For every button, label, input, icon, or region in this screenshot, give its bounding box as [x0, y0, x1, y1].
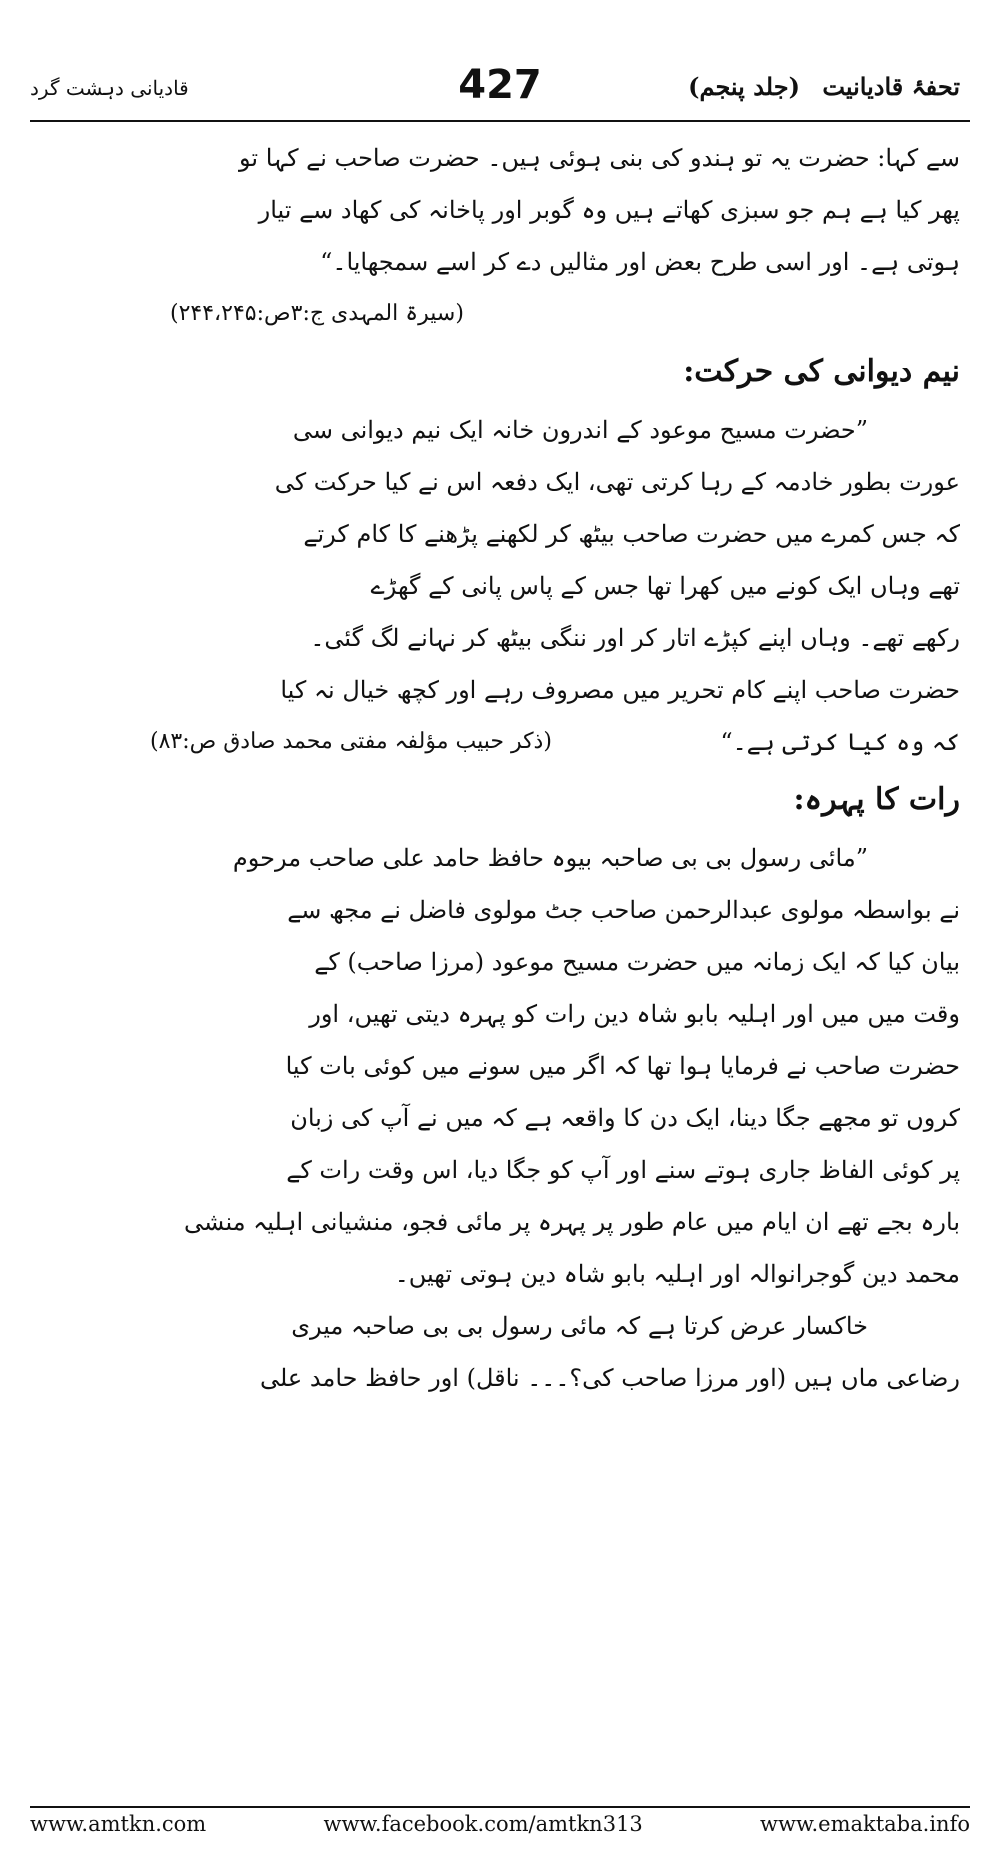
header-rule: [30, 120, 970, 122]
page-body: [40, 132, 960, 1732]
text-line: ”حضرت مسیح موعود کے اندرون خانہ ایک نیم دیوانی سی: [292, 416, 868, 444]
text-line: حضرت صاحب نے فرمایا ہوا تھا کہ اگر میں سونے میں کوئی بات کیا: [285, 1052, 960, 1080]
page-number: 427: [458, 62, 542, 108]
running-head: [688, 72, 960, 101]
section-title: قادیانی دہشت گرد: [30, 76, 189, 100]
text-line: خاکسار عرض کرتا ہے کہ مائی رسول بی بی صاحبہ میری: [291, 1312, 868, 1340]
page-header: [30, 62, 970, 112]
text-line: کروں تو مجھے جگا دینا، ایک دن کا واقعہ ہے کہ میں نے آپ کی زبان: [290, 1104, 960, 1132]
text-line: پھر کیا ہے ہم جو سبزی کھاتے ہیں وہ گوبر اور پاخانہ کی کھاد سے تیار: [258, 196, 960, 224]
text-line: کہ وہ کیا کرتی ہے۔“: [720, 728, 960, 756]
text-line: عورت بطور خادمہ کے رہا کرتی تھی، ایک دفعہ اس نے کیا حرکت کی: [274, 468, 960, 496]
text-line: ”مائی رسول بی بی صاحبہ بیوہ حافظ حامد علی صاحب مرحوم: [232, 844, 868, 872]
text-line: بارہ بجے تھے ان ایام میں عام طور پر پہرہ پر مائی فجو، منشیانی اہلیہ منشی: [184, 1208, 960, 1236]
text-line: حضرت صاحب اپنے کام تحریر میں مصروف رہے اور کچھ خیال نہ کیا: [280, 676, 960, 704]
page-footer: [30, 1812, 970, 1842]
footer-link-facebook[interactable]: www.facebook.com/amtkn313: [323, 1812, 643, 1836]
footer-rule: [30, 1806, 970, 1808]
text-line: محمد دین گوجرانوالہ اور اہلیہ بابو شاہ دین ہوتی تھیں۔: [394, 1260, 960, 1288]
text-line: رضاعی ماں ہیں (اور مرزا صاحب کی؟۔۔۔ ناقل) اور حافظ حامد علی: [259, 1364, 960, 1392]
section-heading: نیم دیوانی کی حرکت:: [683, 354, 960, 389]
text-line: کہ جس کمرے میں حضرت صاحب بیٹھ کر لکھنے پڑھنے کا کام کرتے: [303, 520, 960, 548]
footer-link-amtkn[interactable]: www.amtkn.com: [30, 1812, 207, 1836]
text-line: رکھے تھے۔ وہاں اپنے کپڑے اتار کر اور ننگی بیٹھ کر نہانے لگ گئی۔: [310, 624, 960, 652]
text-line: تھے وہاں ایک کونے میں کھرا تھا جس کے پاس پانی کے گھڑے: [370, 572, 960, 600]
text-line-with-citation: [40, 716, 960, 768]
text-line: وقت میں میں اور اہلیہ بابو شاہ دین رات کو پہرہ دیتی تھیں، اور: [309, 1000, 960, 1028]
volume-label: (جلد پنجم): [688, 72, 800, 101]
citation: (ذکر حبیب مؤلفہ مفتی محمد صادق ص:۸۳): [150, 729, 552, 754]
citation: (سیرۃ المہدی ج:۳ص:۲۴۴،۲۴۵): [170, 301, 464, 326]
section-heading: رات کا پہرہ:: [793, 782, 960, 817]
text-line: بیان کیا کہ ایک زمانہ میں حضرت مسیح موعود (مرزا صاحب) کے: [314, 948, 960, 976]
book-title: تحفۂ قادیانیت: [822, 72, 960, 101]
text-line: ہوتی ہے۔ اور اسی طرح بعض اور مثالیں دے کر اسے سمجھایا۔“: [320, 248, 960, 276]
text-line: پر کوئی الفاظ جاری ہوتے سنے اور آپ کو جگا دیا، اس وقت رات کے: [286, 1156, 960, 1184]
footer-link-emaktaba[interactable]: www.emaktaba.info: [760, 1812, 970, 1836]
text-line: نے بواسطہ مولوی عبدالرحمن صاحب جٹ مولوی فاضل نے مجھ سے: [287, 896, 960, 924]
text-line: سے کہا: حضرت یہ تو ہندو کی بنی ہوئی ہیں۔ حضرت صاحب نے کہا تو: [239, 144, 960, 172]
